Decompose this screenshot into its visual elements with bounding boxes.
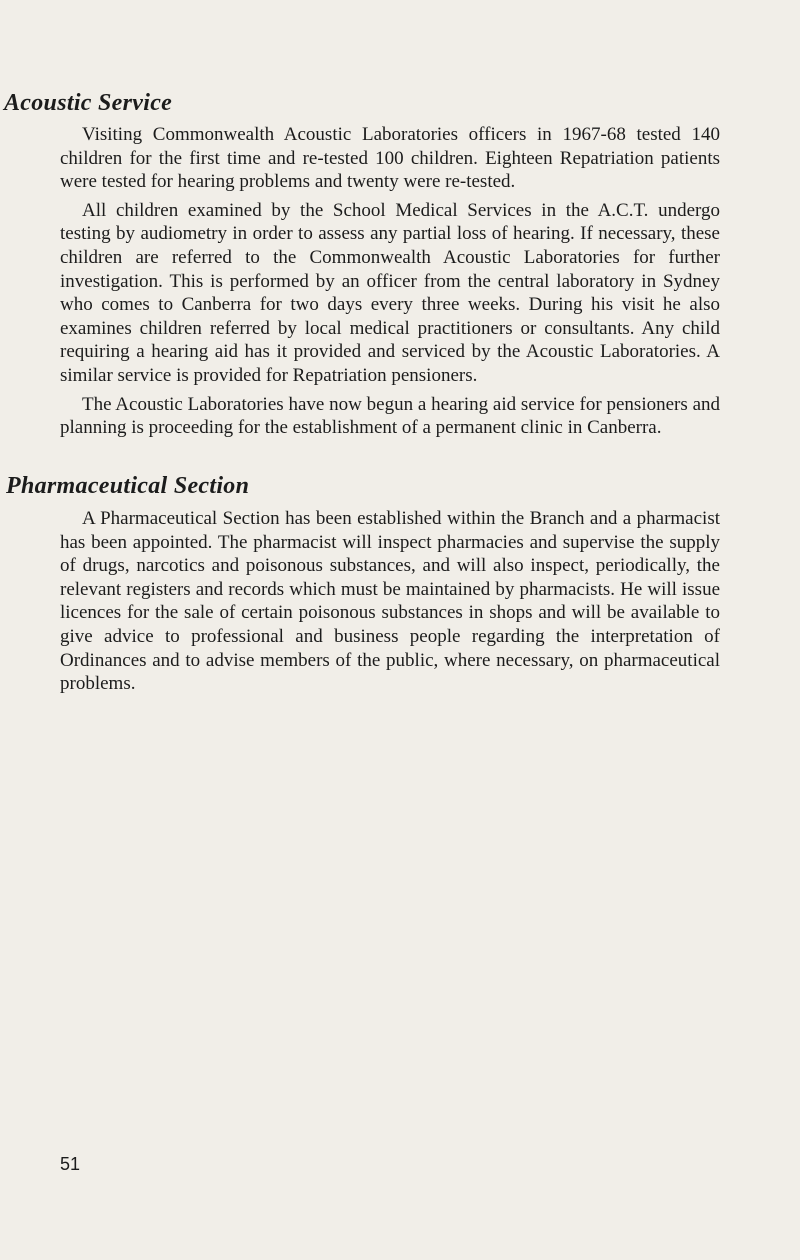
section-body-acoustic-service — [60, 123, 720, 445]
paragraph: A Pharmaceutical Section has been established within the Branch and a pharmacist has been appointed. The pharmacist will inspect pharmacies and supervise the supply of drugs, narcotics and poisonous substances, and will also inspect, periodically, the relevant registers and records which must be maintained by pharmacists. He will issue licences for the sale of certain poisonous substances in shops and will be available to give advice to professional and business people regarding the interpretation of Ordinances and to advise members of the public, where necessary, on pharmaceutical problems. — [60, 508, 720, 695]
section-heading-pharmaceutical-section: Pharmaceutical Section — [6, 473, 250, 499]
section-body-pharmaceutical-section — [60, 507, 720, 701]
paragraph: All children examined by the School Medical Services in the A.C.T. undergo testing by audiometry in order to assess any partial loss of hearing. If necessary, these children are referred to the Commonwealth Acoustic Laboratories for further investigation. This is performed by an officer from the central laboratory in Sydney who comes to Canberra for two days every three weeks. During his visit he also examines children referred by local medical practitioners or consultants. Any child requiring a hearing aid has it provided and serviced by the Acoustic Laboratories. A similar service is provided for Repatriation pensioners. — [60, 199, 720, 386]
paragraph: The Acoustic Laboratories have now begun a hearing aid service for pensioners and planning is proceeding for the establishment of a permanent clinic in Canberra. — [60, 393, 720, 439]
section-heading-acoustic-service: Acoustic Service — [4, 90, 173, 116]
page-number: 51 — [60, 1154, 81, 1174]
paragraph: Visiting Commonwealth Acoustic Laboratories officers in 1967-68 tested 140 children for the first time and re-tested 100 children. Eighteen Repatriation patients were tested for hearing problems and twenty were re-tested. — [60, 124, 720, 193]
